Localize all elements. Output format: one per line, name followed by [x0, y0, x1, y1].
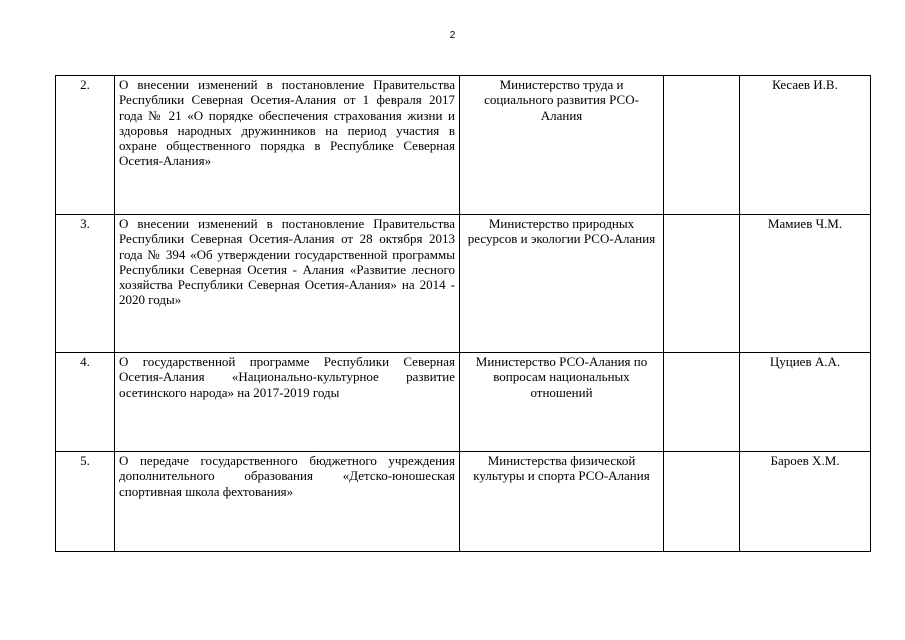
- table-row: [56, 353, 871, 452]
- document-title-cell: О государственной программе Республики Северная Осетия-Алания «Национально-культурное развитие осетинского народа» на 2017-2019 годы: [115, 353, 460, 452]
- ministry-cell: Министерство труда и социального развития РСО-Алания: [460, 76, 664, 215]
- document-title-cell: О внесении изменений в постановление Правительства Республики Северная Осетия-Алания от 28 октября 2013 года № 394 «Об утверждении государственной программы Республики Северная Осетия - Алания «Развитие лесного хозяйства Республики Северная Осетия-Алания» на 2014 - 2020 годы»: [115, 215, 460, 353]
- empty-cell: [664, 215, 740, 353]
- responsible-person-cell: Мамиев Ч.М.: [740, 215, 871, 353]
- responsible-person-cell: Бароев Х.М.: [740, 452, 871, 552]
- document-table: [55, 75, 871, 552]
- table-row: [56, 452, 871, 552]
- table-row: [56, 215, 871, 353]
- document-title-cell: О передаче государственного бюджетного учреждения дополнительного образования «Детско-юношеская спортивная школа фехтования»: [115, 452, 460, 552]
- ministry-cell: Министерство РСО-Алания по вопросам национальных отношений: [460, 353, 664, 452]
- document-title-cell: О внесении изменений в постановление Правительства Республики Северная Осетия-Алания от 1 февраля 2017 года № 21 «О порядке обеспечения страхования жизни и здоровья народных дружинников на период участия в охране общественного порядка в Республике Северная Осетия-Алания»: [115, 76, 460, 215]
- ministry-cell: Министерства физической культуры и спорта РСО-Алания: [460, 452, 664, 552]
- responsible-person-cell: Кесаев И.В.: [740, 76, 871, 215]
- row-number-cell: 3.: [56, 215, 115, 353]
- table-row: [56, 76, 871, 215]
- row-number-cell: 4.: [56, 353, 115, 452]
- row-number-cell: 2.: [56, 76, 115, 215]
- empty-cell: [664, 353, 740, 452]
- empty-cell: [664, 76, 740, 215]
- empty-cell: [664, 452, 740, 552]
- responsible-person-cell: Цуциев А.А.: [740, 353, 871, 452]
- page-number: 2: [449, 30, 456, 41]
- ministry-cell: Министерство природных ресурсов и экологии РСО-Алания: [460, 215, 664, 353]
- row-number-cell: 5.: [56, 452, 115, 552]
